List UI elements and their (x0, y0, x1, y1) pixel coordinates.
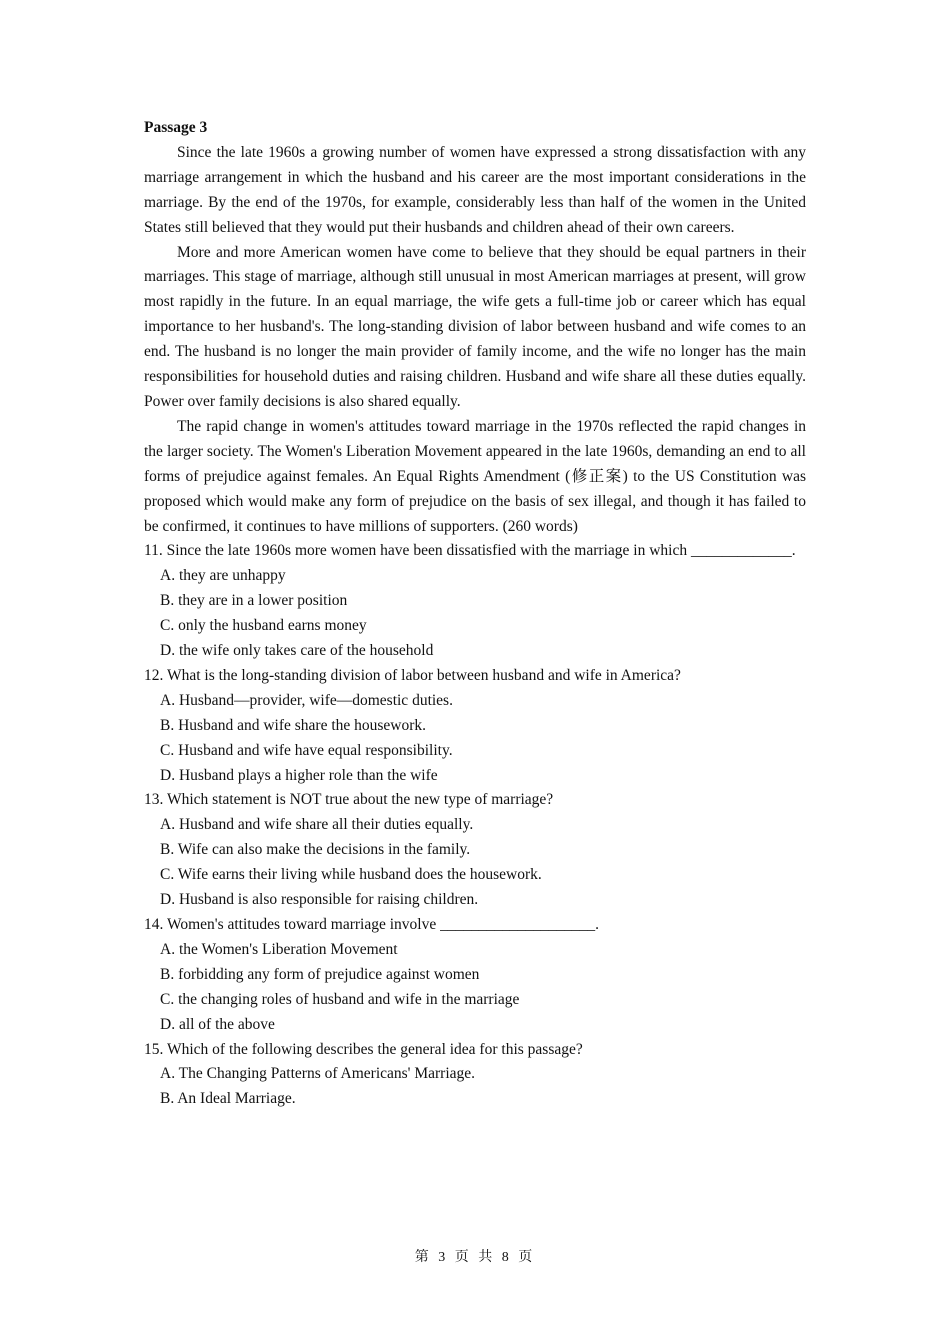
option-d: D. the wife only takes care of the household (160, 642, 434, 660)
option-c: C. the changing roles of husband and wife in the marriage (160, 990, 520, 1008)
option-b: B. Wife can also make the decisions in the family. (160, 841, 471, 859)
option-list (144, 938, 806, 1038)
option-list (144, 689, 806, 789)
question-stem: 11. Since the late 1960s more women have been dissatisfied with the marriage in which _____________. (144, 542, 796, 560)
option-a: A. The Changing Patterns of Americans' Marriage. (160, 1065, 476, 1083)
passage-title: Passage 3 (144, 119, 208, 136)
question-stem: 14. Women's attitudes toward marriage involve ____________________. (144, 916, 599, 933)
question-stem: 13. Which statement is NOT true about the new type of marriage? (144, 791, 554, 809)
option-b: B. forbidding any form of prejudice against women (160, 965, 480, 983)
option-list (144, 1062, 806, 1112)
option-c: C. Wife earns their living while husband does the housework. (160, 866, 542, 884)
passage-paragraph-1: Since the late 1960s a growing number of women have expressed a strong dissatisfaction with any marriage arrangement in which the husband and his career are the most important considerations in the marriage. By the end of the 1970s, for example, considerably less than half of the women in the United States still believed that they would put their husbands and children ahead of their own careers. (144, 143, 806, 236)
option-d: D. all of the above (160, 1015, 275, 1033)
question-12 (144, 664, 806, 789)
option-c: C. Husband and wife have equal responsibility. (160, 741, 453, 759)
passage-paragraph-2: More and more American women have come to believe that they should be equal partners in their marriages. This stage of marriage, although still unusual in most American marriages at present, will grow most rapidly in the future. In an equal marriage, the wife gets a full-time job or career which has equal importance to her husband's. The long-standing division of labor between husband and wife comes to an end. The husband is no longer the main provider of family income, and the wife no longer has the main responsibilities for household duties and raising children. Husband and wife share all these duties equally. Power over family decisions is also shared equally. (144, 243, 806, 410)
option-c: C. only the husband earns money (160, 617, 367, 635)
option-b: B. Husband and wife share the housework. (160, 716, 427, 734)
option-a: A. they are unhappy (160, 567, 286, 585)
passage-paragraph-3: The rapid change in women's attitudes toward marriage in the 1970s reflected the rapid changes in the larger society. The Women's Liberation Movement appeared in the late 1960s, demanding an end to all forms of prejudice against females. An Equal Rights Amendment (修正案) to the US Constitution was proposed which would make any form of prejudice on the basis of sex illegal, and though it has failed to be confirmed, it continues to have millions of supporters. (260 words) (144, 417, 806, 535)
option-b: B. they are in a lower position (160, 592, 348, 610)
option-a: A. the Women's Liberation Movement (160, 940, 398, 958)
question-11 (144, 539, 806, 664)
option-list (144, 564, 806, 664)
option-d: D. Husband is also responsible for raising children. (160, 891, 479, 909)
option-b: B. An Ideal Marriage. (160, 1090, 296, 1108)
page-number-footer: 第 3 页 共 8 页 (414, 1250, 536, 1265)
option-a: A. Husband and wife share all their duties equally. (160, 816, 474, 834)
question-14 (144, 913, 806, 1038)
option-a: A. Husband—provider, wife—domestic duties. (160, 691, 453, 709)
document-page (144, 116, 806, 1112)
question-stem: 12. What is the long-standing division of labor between husband and wife in America? (144, 666, 681, 684)
question-13 (144, 788, 806, 913)
option-list (144, 813, 806, 913)
option-d: D. Husband plays a higher role than the wife (160, 766, 438, 784)
question-15 (144, 1038, 806, 1113)
question-stem: 15. Which of the following describes the general idea for this passage? (144, 1040, 583, 1058)
